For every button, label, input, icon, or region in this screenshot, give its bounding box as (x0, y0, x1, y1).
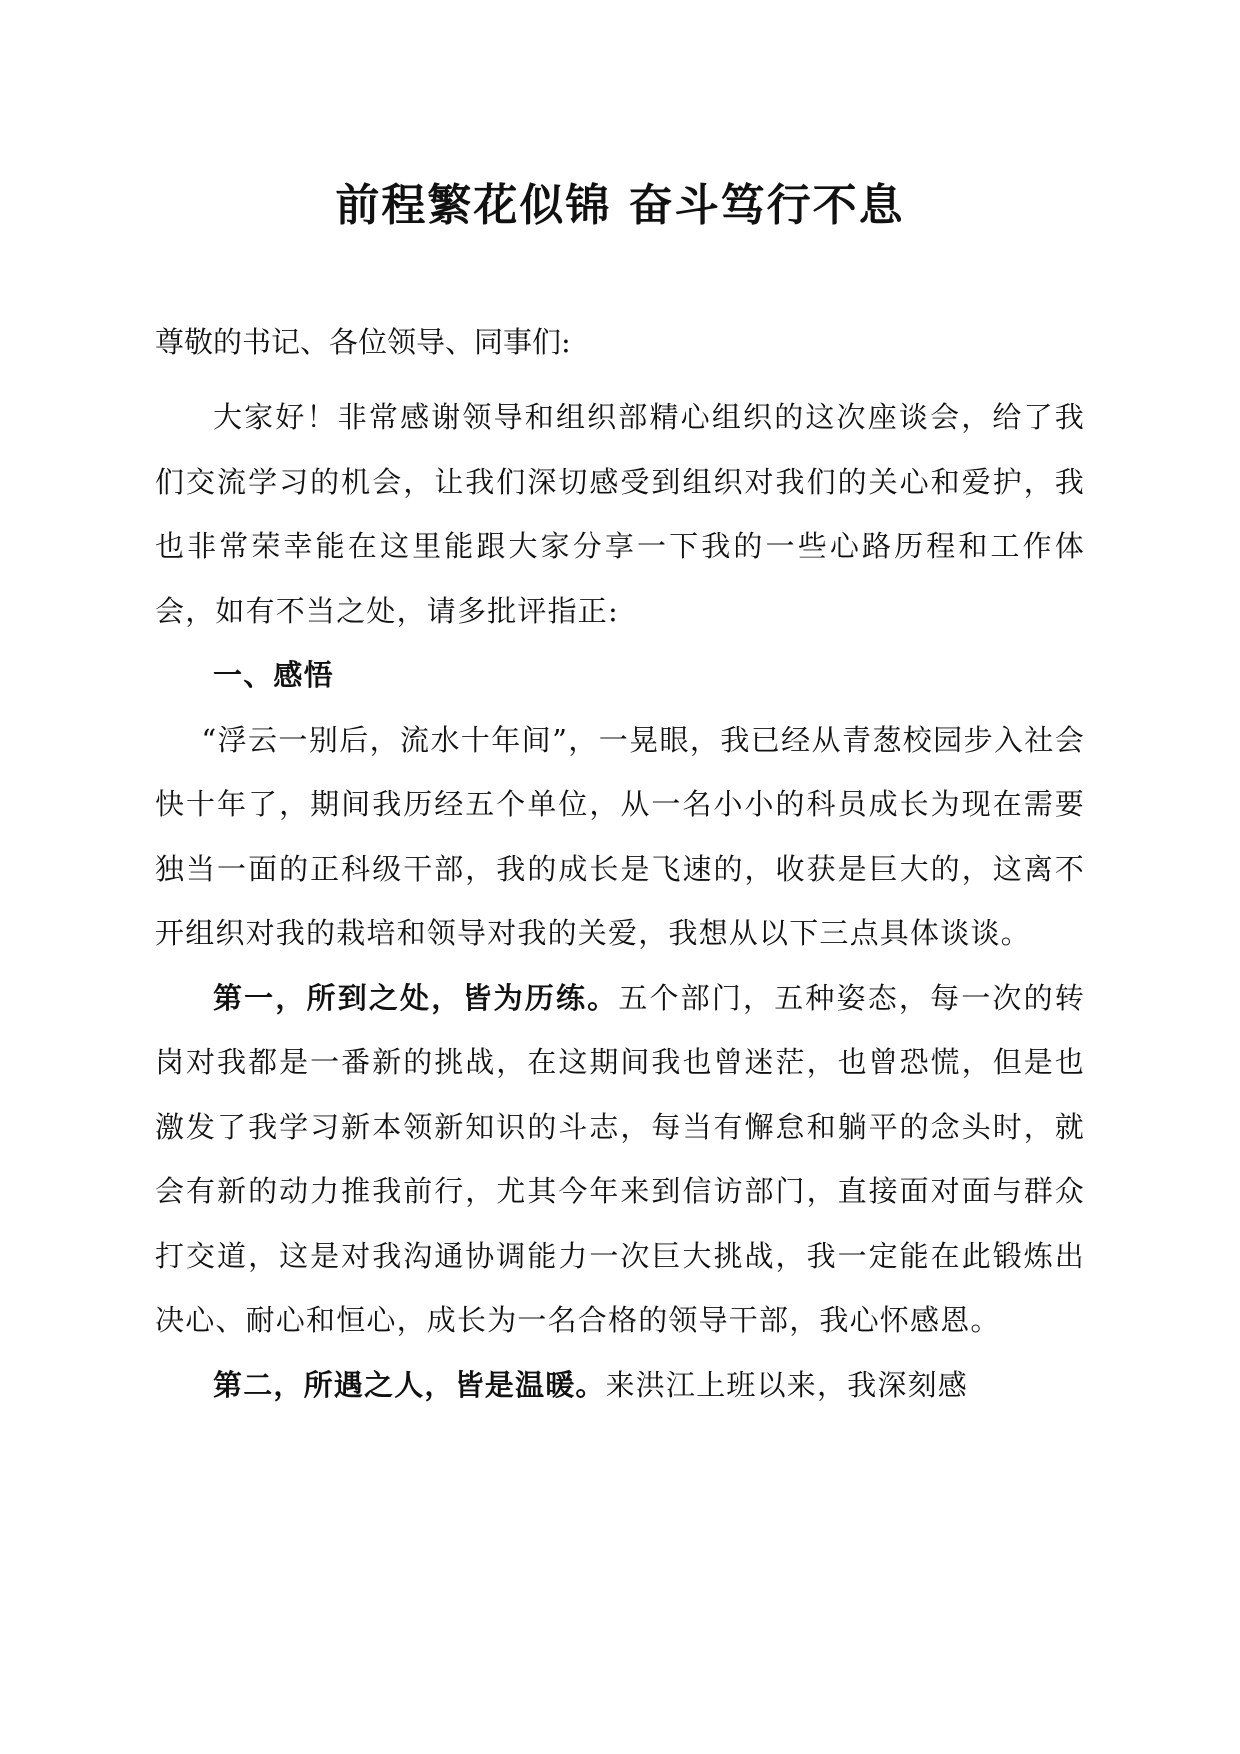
section-heading: 一、感悟 (213, 658, 334, 692)
point-two-body: 来洪江上班以来，我深刻感 (605, 1367, 969, 1402)
reflection-paragraph: “浮云一别后，流水十年间”，一晃眼，我已经从青葱校园步入社会快十年了，期间我历经五个单位，从一名小小的科员成长为现在需要独当一面的正科级干部，我的成长是飞速的，收获是巨大的，这离不开组织对我的栽培和领导对我的关爱，我想从以下三点具体谈谈。 (155, 722, 1085, 950)
point-two-paragraph (155, 1353, 1085, 1418)
point-two-lead: 第二，所遇之人，皆是温暖。 (213, 1367, 606, 1402)
point-one-paragraph (155, 966, 1085, 1353)
document-body (155, 385, 1085, 1417)
document-title: 前程繁花似锦 奋斗笃行不息 (335, 180, 905, 231)
intro-paragraph: 大家好！非常感谢领导和组织部精心组织的这次座谈会，给了我们交流学习的机会，让我们深切感受到组织对我们的关心和爱护，我也非常荣幸能在这里能跟大家分享一下我的一些心路历程和工作体会，如有不当之处，请多批评指正: (155, 400, 1085, 628)
salutation: 尊敬的书记、各位领导、同事们: (155, 325, 571, 359)
point-one-body: 五个部门，五种姿态，每一次的转岗对我都是一番新的挑战，在这期间我也曾迷茫，也曾恐慌，但是也激发了我学习新本领新知识的斗志，每当有懈怠和躺平的念头时，就会有新的动力推我前行，尤其今年来到信访部门，直接面对面与群众打交道，这是对我沟通协调能力一次巨大挑战，我一定能在此锻炼出决心、耐心和恒心，成长为一名合格的领导干部，我心怀感恩。 (155, 980, 1085, 1337)
point-one-lead: 第一，所到之处，皆为历练。 (213, 980, 619, 1015)
